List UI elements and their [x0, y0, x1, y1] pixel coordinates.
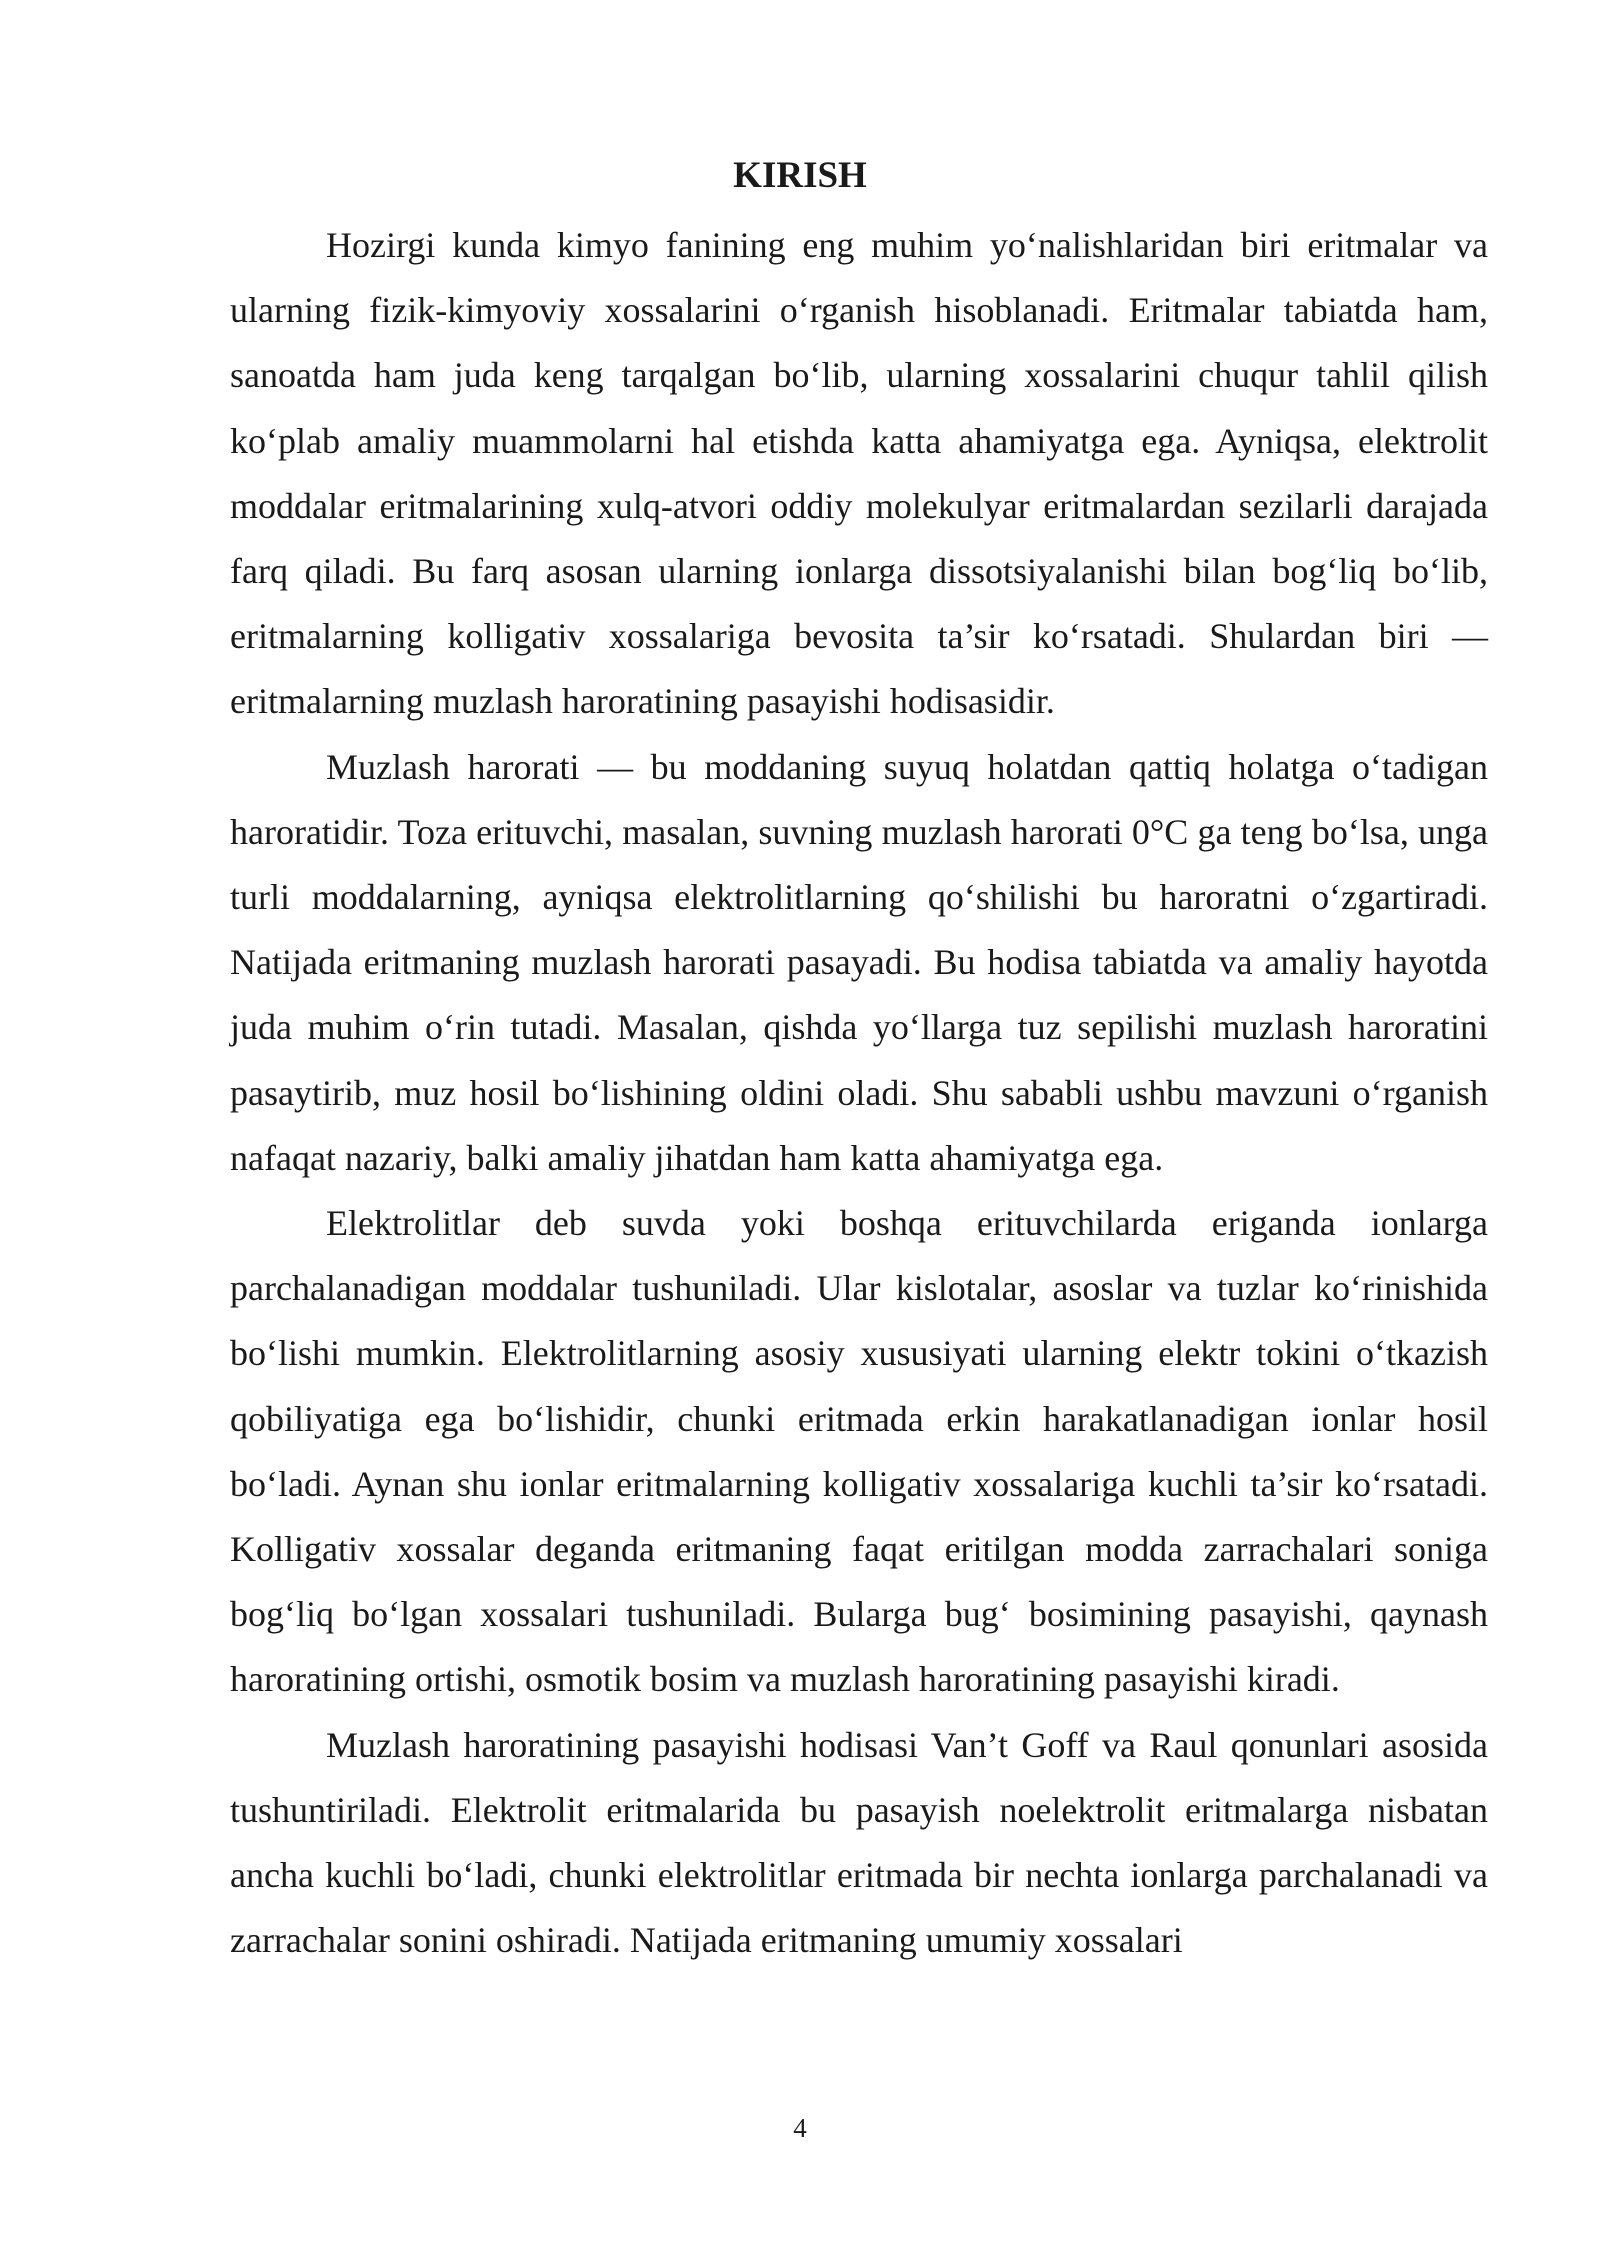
section-heading: KIRISH: [733, 155, 867, 196]
body-text: [230, 213, 1488, 1973]
paragraph-3: Elektrolitlar deb suvda yoki boshqa erituvchilarda eriganda ionlarga parchalanadigan moddalar tushuniladi. Ular kislotalar, asoslar va tuzlar ko‘rinishida bo‘lishi mumkin. Elektrolitlarning asosiy xususiyati ularning elektr tokini o‘tkazish qobiliyatiga ega bo‘lishidir, chunki eritmada erkin harakatlanadigan ionlar hosil bo‘ladi. Aynan shu ionlar eritmalarning kolligativ xossalariga kuchli ta’sir ko‘rsatadi. Kolligativ xossalar deganda eritmaning faqat eritilgan modda zarrachalari soniga bog‘liq bo‘lgan xossalari tushuniladi. Bularga bug‘ bosimining pasayishi, qaynash haroratining ortishi, osmotik bosim va muzlash haroratining pasayishi kiradi.: [230, 1203, 1488, 1700]
page-number: 4: [793, 2113, 807, 2143]
paragraph-4: Muzlash haroratining pasayishi hodisasi Van’t Goff va Raul qonunlari asosida tushuntiriladi. Elektrolit eritmalarida bu pasayish noelektrolit eritmalarga nisbatan ancha kuchli bo‘ladi, chunki elektrolitlar eritmada bir nechta ionlarga parchalanadi va zarrachalar sonini oshiradi. Natijada eritmaning umumiy xossalari: [230, 1724, 1488, 1961]
paragraph-1: Hozirgi kunda kimyo fanining eng muhim yo‘nalishlaridan biri eritmalar va ularning fizik-kimyoviy xossalarini o‘rganish hisoblanadi. Eritmalar tabiatda ham, sanoatda ham juda keng tarqalgan bo‘lib, ularning xossalarini chuqur tahlil qilish ko‘plab amaliy muammolarni hal etishda katta ahamiyatga ega. Ayniqsa, elektrolit moddalar eritmalarining xulq-atvori oddiy molekulyar eritmalardan sezilarli darajada farq qiladi. Bu farq asosan ularning ionlarga dissotsiyalanishi bilan bog‘liq bo‘lib, eritmalarning kolligativ xossalariga bevosita ta’sir ko‘rsatadi. Shulardan biri — eritmalarning muzlash haroratining pasayishi hodisasidir.: [230, 225, 1488, 722]
paragraph-2: Muzlash harorati — bu moddaning suyuq holatdan qattiq holatga o‘tadigan haroratidir. Toza erituvchi, masalan, suvning muzlash harorati 0°C ga teng bo‘lsa, unga turli moddalarning, ayniqsa elektrolitlarning qo‘shilishi bu haroratni o‘zgartiradi. Natijada eritmaning muzlash harorati pasayadi. Bu hodisa tabiatda va amaliy hayotda juda muhim o‘rin tutadi. Masalan, qishda yo‘llarga tuz sepilishi muzlash haroratini pasaytirib, muz hosil bo‘lishining oldini oladi. Shu sababli ushbu mavzuni o‘rganish nafaqat nazariy, balki amaliy jihatdan ham katta ahamiyatga ega.: [230, 746, 1488, 1178]
